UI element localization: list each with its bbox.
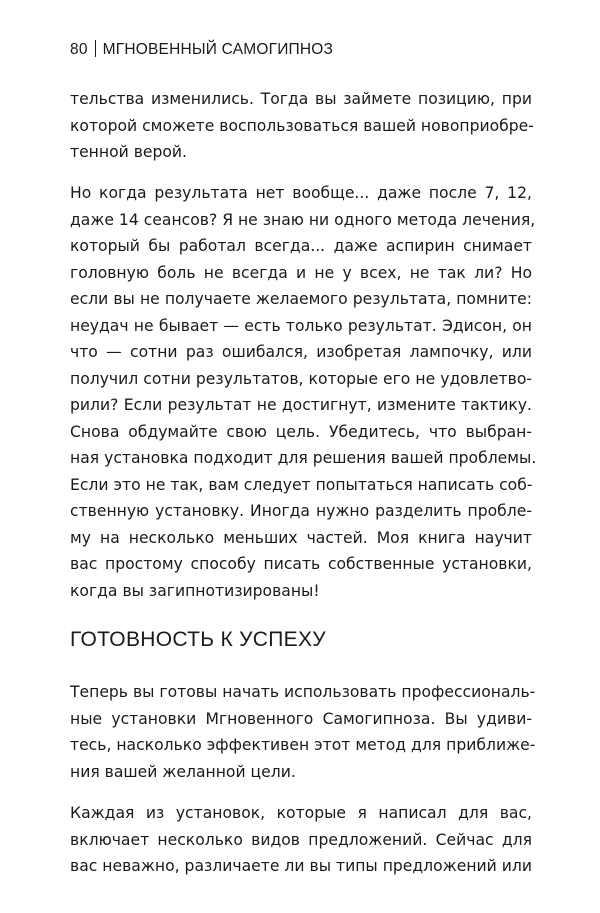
text-line: Снова обдумайте свою цель. Убедитесь, что выбран- — [70, 422, 532, 441]
book-title: МГНОВЕННЫЙ САМОГИПНОЗ — [102, 41, 334, 58]
text-line: получил сотни результатов, которые его не удовлетво- — [70, 369, 532, 388]
text-line: Если это не так, вам следует попытаться написать соб- — [70, 475, 533, 494]
text-line: ные установки Мгновенного Самогипноза. Вы удиви- — [70, 709, 532, 728]
text-line: неудач не бывает — есть только результат. Эдисон, он — [70, 316, 532, 335]
text-line: который бы работал всегда... даже аспирин снимает — [70, 237, 532, 255]
text-line: тельства изменились. Тогда вы займете позицию, при — [70, 90, 532, 108]
text-line: которой сможете воспользоваться вашей новоприобре- — [70, 116, 534, 135]
text-line: тенной верой. — [70, 143, 188, 161]
text-line: ния вашей желанной цели. — [70, 762, 296, 781]
text-line: ственную установку. Иногда нужно разделить пробле- — [70, 502, 532, 520]
section-heading: ГОТОВНОСТЬ К УСПЕХУ — [70, 628, 326, 651]
text-line: Теперь вы готовы начать использовать профессиональ- — [70, 683, 536, 701]
text-line: что — сотни раз ошибался, изобретая лампочку, или — [70, 343, 532, 361]
text-line: головную боль не всегда и не у всех, не так ли? Но — [70, 263, 532, 282]
paragraph-3 — [70, 679, 536, 785]
text-line: рили? Если результат не достигнут, измените тактику. — [70, 396, 532, 414]
text-line: даже 14 сеансов? Я не знаю ни одного метода лечения, — [70, 210, 536, 229]
text-line: Но когда результата нет вообще... даже после 7, 12, — [70, 184, 532, 202]
running-header — [70, 40, 333, 59]
text-line: вас простому способу писать собственные установки, — [70, 555, 532, 573]
paragraph-2 — [70, 180, 537, 604]
paragraph-4 — [70, 800, 532, 880]
text-line: включает несколько видов предложений. Сейчас для — [70, 830, 532, 849]
text-line: если вы не получаете желаемого результата, помните: — [70, 290, 532, 308]
header-divider — [95, 40, 96, 57]
text-line: Каждая из установок, которые я написал для вас, — [70, 804, 532, 822]
paragraph-1 — [70, 86, 532, 166]
text-line: тесь, насколько эффективен этот метод для приближе- — [70, 736, 536, 754]
text-line: му на несколько меньших частей. Моя книга научит — [70, 528, 532, 547]
page-number: 80 — [70, 41, 88, 58]
text-line: когда вы загипнотизированы! — [70, 581, 320, 600]
text-line: ная установка подходит для решения вашей проблемы. — [70, 449, 537, 467]
text-line: вас неважно, различаете ли вы типы предложений или — [70, 857, 532, 875]
